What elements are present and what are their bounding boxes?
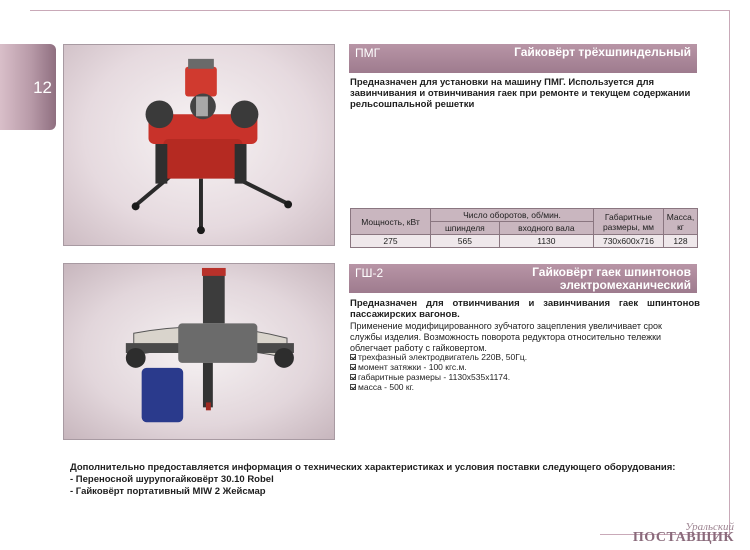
footer-note xyxy=(70,462,675,498)
pmg-spec-header-row xyxy=(351,209,698,222)
pmg-h-rpm: Число оборотов, об/мин. xyxy=(431,209,594,222)
pmg-h-power: Мощность, кВт xyxy=(351,209,431,235)
gsh2-wrench-photo xyxy=(63,263,335,440)
pmg-h-dims: Габаритные размеры, мм xyxy=(594,209,664,235)
pmg-v-input: 1130 xyxy=(499,235,593,248)
pmg-h-spindle: шпинделя xyxy=(431,222,500,235)
page-number: 12 xyxy=(33,78,52,97)
footer-line-1: Дополнительно предоставляется информация о технических характеристиках и условия поставки следующего оборудования: xyxy=(70,462,676,473)
logo-line-1: Уральский xyxy=(685,521,734,533)
footer-line-3: - Гайковёрт портативный MIW 2 Жейсмар xyxy=(70,486,266,497)
list-item: габаритные размеры - 1130x535x1174. xyxy=(350,372,527,382)
logo-line-2: ПОСТАВЩИК xyxy=(632,530,734,545)
checkbox-icon xyxy=(350,354,356,360)
checkbox-icon xyxy=(350,374,356,380)
list-item: трехфазный электродвигатель 220В, 50Гц. xyxy=(350,352,527,362)
list-item: масса - 500 кг. xyxy=(350,382,527,392)
pmg-v-dims: 730x600x716 xyxy=(594,235,664,248)
page-tab xyxy=(0,44,56,130)
gsh2-title: Гайковёрт гаек шпинтонов электромеханический xyxy=(532,265,691,292)
pmg-spec-data-row xyxy=(351,235,698,248)
pmg-description: Предназначен для установки на машину ПМГ. Используется для завинчивания и отвинчивания гаек при ремонте и текущем содержании рельсошпальной решетки xyxy=(350,77,691,110)
checkbox-icon xyxy=(350,384,356,390)
pmg-wrench-illustration xyxy=(64,45,334,245)
pmg-header xyxy=(349,44,697,73)
pmg-v-spindle: 565 xyxy=(431,235,500,248)
gsh2-description-bold: Предназначен для отвинчивания и завинчивания гаек шпинтонов пассажирских вагонов. xyxy=(350,298,700,320)
pmg-spec-table xyxy=(350,208,698,248)
pmg-v-mass: 128 xyxy=(664,235,698,248)
company-logo xyxy=(633,521,734,546)
pmg-code: ПМГ xyxy=(355,46,381,60)
pmg-h-mass: Масса, кг xyxy=(664,209,698,235)
pmg-wrench-photo xyxy=(63,44,335,246)
checkbox-icon xyxy=(350,364,356,370)
gsh2-spec-list xyxy=(350,352,527,392)
gsh2-description: Применение модифицированного зубчатого зацепления увеличивает срок службы изделия. Возможность поворота редуктора относительно тележки облегчает работу с гайковертом. xyxy=(350,321,662,353)
gsh2-wrench-illustration xyxy=(64,264,334,439)
gsh2-code: ГШ-2 xyxy=(355,266,384,280)
footer-line-2: - Переносной шурупогайковёрт 30.10 Robel xyxy=(70,474,274,485)
pmg-v-power: 275 xyxy=(351,235,431,248)
gsh2-header xyxy=(349,264,697,293)
pmg-title: Гайковёрт трёхшпиндельный xyxy=(514,45,691,59)
list-item: момент затяжки - 100 кгс.м. xyxy=(350,362,527,372)
pmg-h-input: входного вала xyxy=(499,222,593,235)
